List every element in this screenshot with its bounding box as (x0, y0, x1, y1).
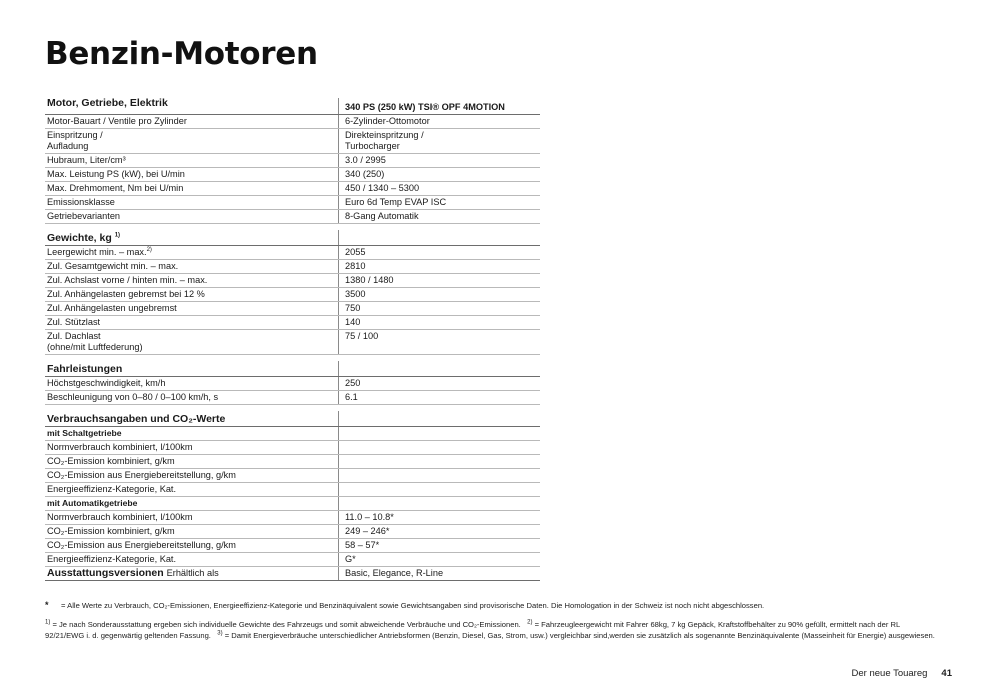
footnote-numbered (45, 619, 935, 641)
row-label: Hubraum, Liter/cm³ (45, 154, 339, 168)
row-value: G* (339, 553, 541, 567)
table-row (45, 525, 540, 539)
row-label (45, 246, 339, 260)
row-value: 2810 (339, 260, 541, 274)
empty-cell (339, 361, 541, 377)
footnote-mark: 1) (45, 619, 51, 626)
row-label-line1: Einspritzung / (47, 130, 103, 140)
row-value: 1380 / 1480 (339, 274, 541, 288)
section-title: Fahrleistungen (45, 361, 339, 377)
ausstattung-note: Erhältlich als (166, 568, 219, 578)
table-subheader (45, 497, 540, 511)
row-value: 11.0 – 10.8* (339, 511, 541, 525)
page-number: 41 (941, 668, 952, 679)
row-label: CO₂-Emission kombiniert, g/km (45, 455, 339, 469)
footnote-mark: 3) (217, 630, 223, 637)
row-value: 140 (339, 316, 541, 330)
table-row (45, 391, 540, 405)
row-value: 8-Gang Automatik (339, 210, 541, 224)
row-label: Energieeffizienz-Kategorie, Kat. (45, 553, 339, 567)
footnote-text: = Alle Werte zu Verbrauch, CO₂-Emissionen, Energieeffizienz-Kategorie und Benzinäquivalent sowie Gewichtsangaben sind provisorische Daten. Die Homologation in der Schweiz ist noch nicht abgeschlossen. (61, 601, 765, 610)
row-value (339, 455, 541, 469)
row-label: Emissionsklasse (45, 196, 339, 210)
table-row (45, 210, 540, 224)
row-value: 3500 (339, 288, 541, 302)
empty-cell (339, 230, 541, 246)
row-label: Motor-Bauart / Ventile pro Zylinder (45, 115, 339, 129)
footnote-text: = Damit Energieverbräuche unterschiedlicher Antriebsformen (Benzin, Diesel, Gas, Strom, usw.) vergleichbar sind,werden sie zusätzlich als sogenannte Benzinäquivalente (Masseinheit für Energie) ausgewiesen. (222, 631, 935, 640)
table-row (45, 441, 540, 455)
section-title (45, 230, 339, 246)
table-row (45, 330, 540, 355)
table-row (45, 302, 540, 316)
row-value: 6-Zylinder-Ottomotor (339, 115, 541, 129)
row-label: Getriebevarianten (45, 210, 339, 224)
row-label: Höchstgeschwindigkeit, km/h (45, 377, 339, 391)
table-row (45, 115, 540, 129)
row-label: CO₂-Emission kombiniert, g/km (45, 525, 339, 539)
table-row (45, 288, 540, 302)
subsection-title: mit Automatikgetriebe (45, 497, 339, 511)
table-row (45, 182, 540, 196)
section-header-gewichte (45, 230, 540, 246)
row-value: 450 / 1340 – 5300 (339, 182, 541, 196)
row-label: Normverbrauch kombiniert, l/100km (45, 511, 339, 525)
row-value: 58 – 57* (339, 539, 541, 553)
row-label: CO₂-Emission aus Energiebereitstellung, g/km (45, 469, 339, 483)
section-header-verbrauch (45, 411, 540, 427)
empty-cell (339, 427, 541, 441)
row-label (45, 129, 339, 154)
row-label: Beschleunigung von 0–80 / 0–100 km/h, s (45, 391, 339, 405)
table-row (45, 483, 540, 497)
table-row (45, 469, 540, 483)
section-header-fahrleistungen (45, 361, 540, 377)
row-label: Zul. Gesamtgewicht min. – max. (45, 260, 339, 274)
row-value (339, 129, 541, 154)
row-value (339, 441, 541, 455)
row-value: 6.1 (339, 391, 541, 405)
row-value (339, 469, 541, 483)
row-value-line2: Turbocharger (345, 141, 400, 151)
page-title: Benzin-Motoren (45, 36, 318, 72)
brochure-title: Der neue Touareg (851, 668, 928, 679)
row-value: Euro 6d Temp EVAP ISC (339, 196, 541, 210)
table-row (45, 274, 540, 288)
table-row (45, 129, 540, 154)
row-label: Max. Leistung PS (kW), bei U/min (45, 168, 339, 182)
footnote-ref: 1) (114, 232, 121, 239)
row-value: 750 (339, 302, 541, 316)
spec-table (45, 98, 540, 581)
footnote-text: = Je nach Sonderausstattung ergeben sich individuelle Gewichte des Fahrzeugs und somit abweichende Verbräuche und CO₂-Emissionen. (50, 620, 521, 629)
row-value-line1: Direkteinspritzung / (345, 130, 424, 140)
section-title: Verbrauchsangaben und CO₂-Werte (45, 411, 339, 427)
table-row (45, 316, 540, 330)
empty-cell (339, 411, 541, 427)
row-value: 75 / 100 (339, 330, 541, 355)
table-row-ausstattung (45, 567, 540, 581)
row-value: 249 – 246* (339, 525, 541, 539)
section-title: Motor, Getriebe, Elektrik (45, 98, 339, 115)
row-label (45, 330, 339, 355)
row-label: Normverbrauch kombiniert, l/100km (45, 441, 339, 455)
row-label: Zul. Stützlast (45, 316, 339, 330)
row-label: Energieeffizienz-Kategorie, Kat. (45, 483, 339, 497)
row-value: Basic, Elegance, R-Line (339, 567, 541, 581)
ausstattung-heading: Ausstattungsversionen (47, 567, 164, 579)
row-value: 250 (339, 377, 541, 391)
row-label: Max. Drehmoment, Nm bei U/min (45, 182, 339, 196)
table-row (45, 539, 540, 553)
row-value: 2055 (339, 246, 541, 260)
row-label: Zul. Anhängelasten gebremst bei 12 % (45, 288, 339, 302)
footnote-star (45, 600, 935, 611)
table-row (45, 246, 540, 260)
table-subheader (45, 427, 540, 441)
empty-cell (339, 497, 541, 511)
subsection-title: mit Schaltgetriebe (45, 427, 339, 441)
table-row (45, 377, 540, 391)
row-label: CO₂-Emission aus Energiebereitstellung, g/km (45, 539, 339, 553)
table-row (45, 511, 540, 525)
footnote-mark: * (45, 600, 49, 610)
page-footer (852, 668, 952, 679)
table-row (45, 553, 540, 567)
row-label: Zul. Achslast vorne / hinten min. – max. (45, 274, 339, 288)
row-value (339, 483, 541, 497)
table-row (45, 154, 540, 168)
footnote-text: = Fahrzeugleergewicht mit Fahrer 68kg, 7 kg Gepäck, Kraftstoffbehälter zu 90% gefüllt, ermittelt nach der RL 92/21/EWG i. d. gegenwärtig geltenden Fassung. (45, 620, 900, 640)
footnotes (45, 600, 935, 649)
footnote-mark: 2) (527, 619, 533, 626)
footnote-ref: 2) (146, 246, 152, 253)
section-title-text: Gewichte, kg (47, 232, 112, 244)
row-label-line1: Zul. Dachlast (47, 331, 101, 341)
row-label (45, 567, 339, 581)
table-row (45, 196, 540, 210)
row-label: Zul. Anhängelasten ungebremst (45, 302, 339, 316)
row-label-line2: Aufladung (47, 141, 89, 151)
engine-column-header: 340 PS (250 kW) TSI® OPF 4MOTION (339, 98, 541, 115)
table-row (45, 260, 540, 274)
row-label-line2: (ohne/mit Luftfederung) (47, 342, 143, 352)
row-value: 340 (250) (339, 168, 541, 182)
table-row (45, 168, 540, 182)
table-row (45, 455, 540, 469)
row-value: 3.0 / 2995 (339, 154, 541, 168)
section-header-motor (45, 98, 540, 115)
row-label-text: Leergewicht min. – max. (47, 247, 147, 257)
